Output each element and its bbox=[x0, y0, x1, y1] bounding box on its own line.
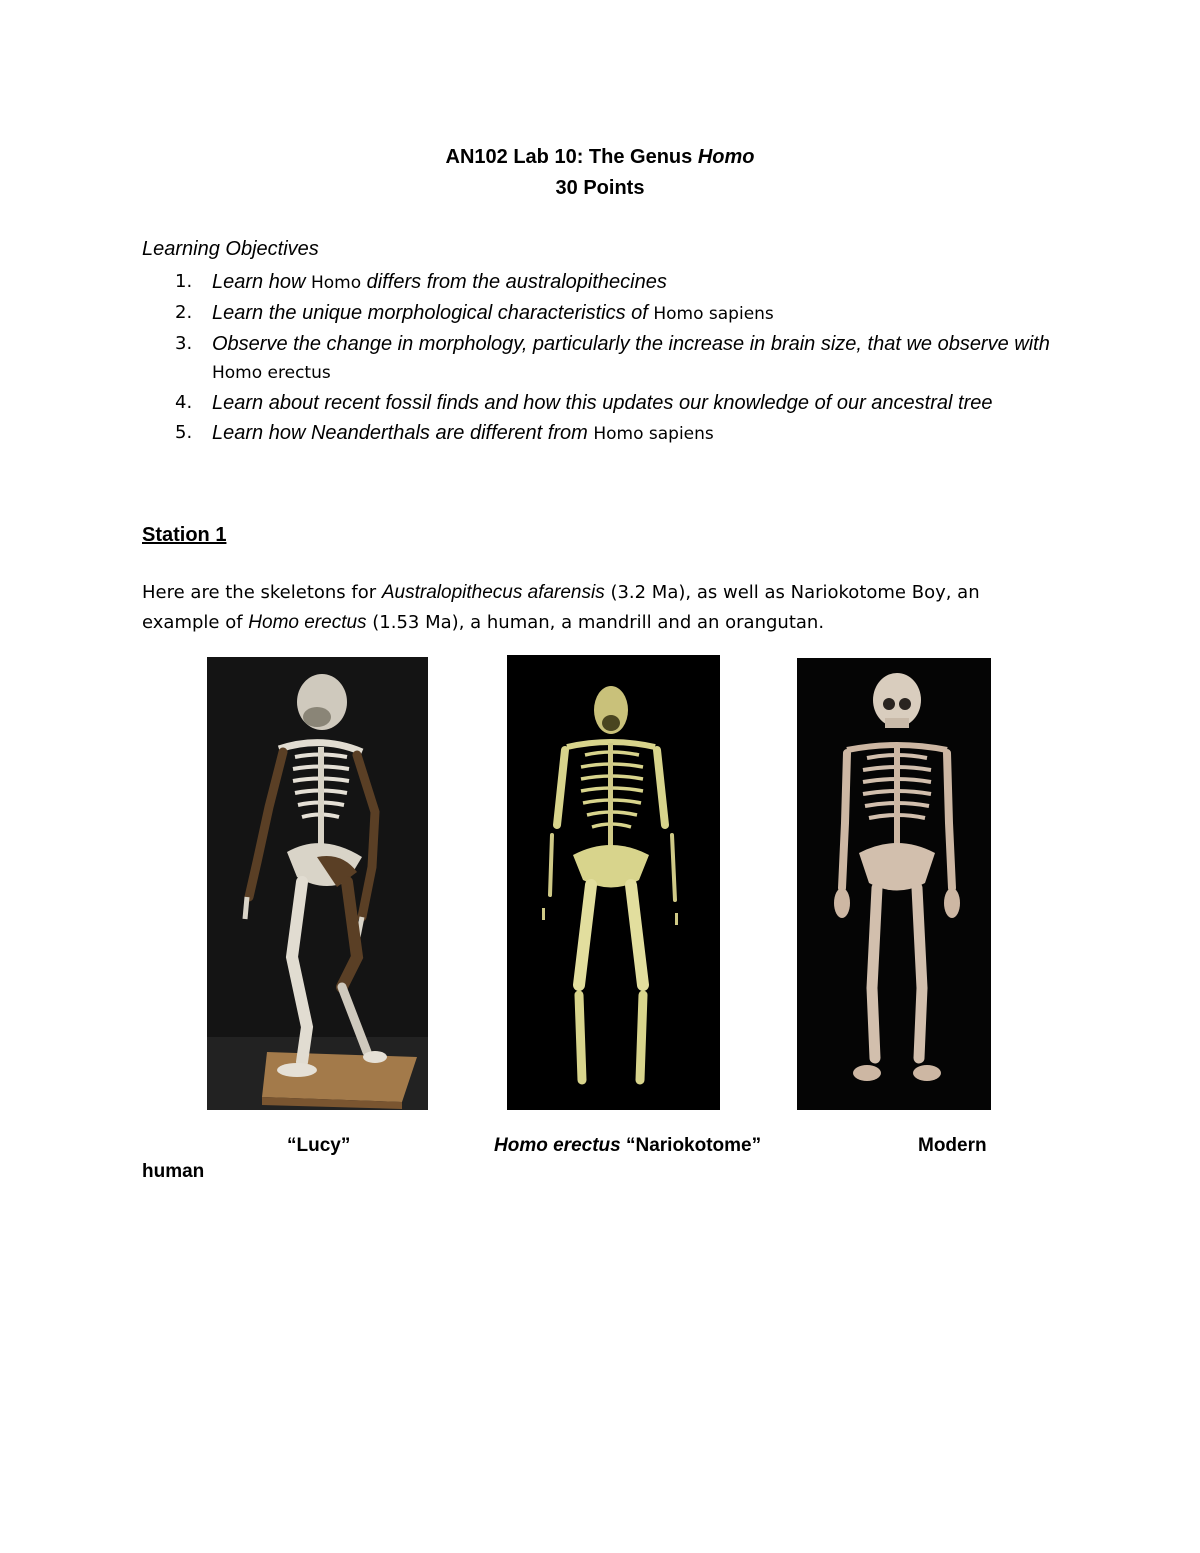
taxon-afarensis: Australopithecus afarensis bbox=[381, 582, 605, 603]
objective-item bbox=[142, 268, 1072, 297]
caption-erectus: Homo erectus “Nariokotome” bbox=[494, 1135, 762, 1156]
objective-number: 4. bbox=[175, 392, 193, 413]
objective-number: 1. bbox=[175, 271, 193, 292]
taxon-erectus: Homo erectus bbox=[248, 612, 367, 633]
caption-modern: Modern bbox=[918, 1135, 987, 1156]
station-intro: Here are the skeletons for Australopithecus afarensis (3.2 Ma), as well as Nariokotome Boy, an example of Homo erectus (1.53 Ma), a human, a mandrill and an orangutan. bbox=[142, 582, 980, 633]
caption-lucy: “Lucy” bbox=[287, 1135, 351, 1156]
objective-text: differs from the australopithecines bbox=[361, 271, 667, 293]
objective-item bbox=[142, 299, 1072, 328]
lucy-skeleton-photo bbox=[207, 657, 428, 1110]
objective-text: Learn how Neanderthals are different from bbox=[212, 422, 594, 444]
objectives-list bbox=[142, 268, 1072, 450]
objective-item bbox=[142, 389, 1072, 417]
points-label: 30 Points bbox=[555, 177, 645, 199]
lucy-skeleton-illustration bbox=[207, 657, 428, 1110]
objective-taxon: Homo sapiens bbox=[653, 304, 774, 324]
title-genus: Homo bbox=[697, 146, 755, 168]
objective-text: Learn the unique morphological characteristics of bbox=[212, 302, 654, 324]
modern-human-skeleton-photo bbox=[797, 658, 991, 1110]
title-block bbox=[0, 142, 1200, 204]
objective-text: Learn how bbox=[212, 271, 311, 293]
erectus-skeleton-illustration bbox=[507, 655, 720, 1110]
objective-text: Observe the change in morphology, particularly the increase in brain size, that we observe with bbox=[212, 333, 1050, 355]
objectives-heading: Learning Objectives bbox=[142, 238, 319, 260]
erectus-skeleton-photo bbox=[507, 655, 720, 1110]
objective-number: 5. bbox=[175, 422, 193, 443]
objective-item bbox=[142, 419, 1072, 448]
station-heading: Station 1 bbox=[142, 524, 227, 546]
objective-taxon: Homo sapiens bbox=[593, 424, 714, 444]
objective-taxon: Homo erectus bbox=[212, 363, 331, 383]
objective-text: Learn about recent fossil finds and how this updates our knowledge of our ancestral tree bbox=[212, 392, 993, 414]
objective-number: 2. bbox=[175, 302, 193, 323]
modern-skeleton-illustration bbox=[797, 658, 991, 1110]
objective-item bbox=[142, 330, 1072, 387]
objective-number: 3. bbox=[175, 333, 193, 354]
page-title: AN102 Lab 10: The Genus Homo bbox=[445, 146, 755, 168]
caption-human: human bbox=[142, 1161, 205, 1182]
objective-taxon: Homo bbox=[310, 273, 362, 293]
